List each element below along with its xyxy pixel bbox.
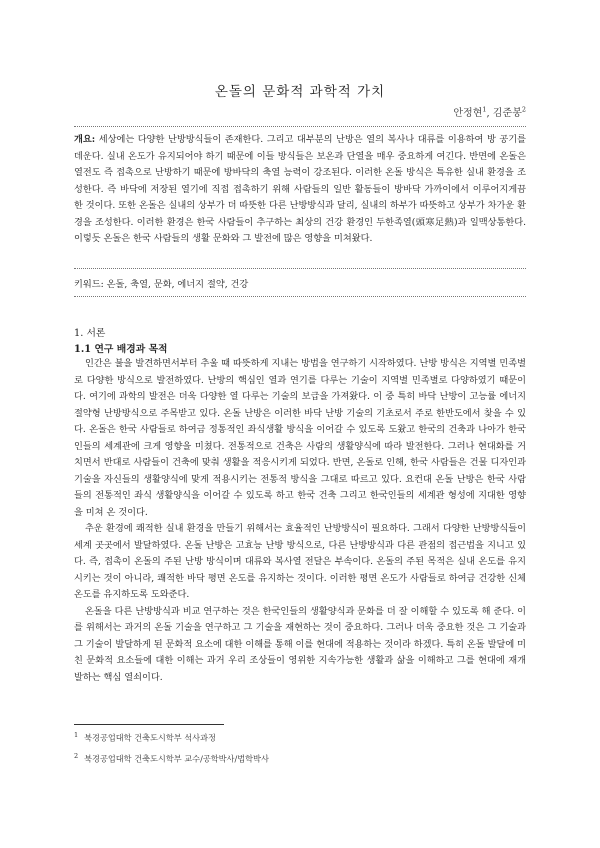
paragraph: 인간은 불을 발견하면서부터 추울 때 따뜻하게 지내는 방법을 연구하기 시작하였다. 난방 방식은 지역별 민족별로 다양한 방식으로 발전하였다. 난방의 핵심인 열과 연기를 다루는 기술이 지역별 민족별로 다양하였기 때문이다. 여기에 과학의 발전은 더욱 다양한 열 다루는 기술의 보급을 가져왔다. 이 중 특히 바닥 난방이 고능률 에너지 절약형 난방방식으로 주목받고 있다. 온돌 난방은 이러한 바닥 난방 기술의 기초로서 주로 한반도에서 찾을 수 있다. 온돌은 한국 사람들로 하여금 정통적인 좌식생활 방식을 이어갈 수 있도록 도왔고 한국의 건축과 나아가 한국인들의 세계관에 크게 영향을 미쳤다. 전통적으로 건축은 사람의 생활양식에 따라 발전한다. 그러나 현대화를 거치면서 반대로 사람들이 건축에 맞춰 생활을 적응시키게 되었다. 반면, 온돌로 인해, 한국 사람들은 건물 디자인과 기술을 자신들의 생활양식에 맞게 적용시키는 전통적 방식을 그대로 따르고 있다. 요컨대 온돌 난방은 한국 사람들의 전통적인 좌식 생활양식을 이어갈 수 있도록 하고 한국 건축 그리고 한국인들의 세계관 형성에 지대한 영향을 미쳐 온 것이다. xyxy=(74,358,526,518)
paragraph: 추운 환경에 쾌적한 실내 환경을 만들기 위해서는 효율적인 난방방식이 필요하다. 그래서 다양한 난방방식들이 세계 곳곳에서 발달하였다. 온돌 난방은 고효능 난방 방식으로, 다른 난방방식과 다른 관점의 접근법을 지니고 있다. 즉, 접촉이 온돌의 주된 난방 방식이며 대류와 복사열 전달은 부속이다. 온돌의 주된 목적은 실내 온도를 유지시키는 것이 아니라, 쾌적한 바닥 평면 온도를 유지하는 것이다. 이러한 평면 온도가 사람들로 하여금 건강한 신체온도를 유지하도록 도와준다. xyxy=(74,523,526,600)
footnote xyxy=(74,752,269,765)
divider xyxy=(74,296,526,297)
divider xyxy=(74,126,526,127)
author-name: 안정현 xyxy=(453,108,483,119)
author-footnote-mark: 1 xyxy=(482,105,487,114)
paragraph: 온돌을 다른 난방방식과 비교 연구하는 것은 한국인들의 생활양식과 문화를 더 잘 이해할 수 있도록 해 준다. 이를 위해서는 과거의 온돌 기술을 연구하고 그 기술을 재현하는 것이 중요하다. 그러나 더욱 중요한 것은 그 기술과 그 기술이 발달하게 된 문화적 요소에 대한 이해를 통해 이를 현대에 적용하는 것이라 하겠다. 특히 온돌 발달에 미친 문화적 요소들에 대한 이해는 과거 우리 조상들이 영위한 지속가능한 생활과 삶을 이해하고 그를 현대에 재개발하는 핵심 열쇠이다. xyxy=(74,605,526,683)
author-line xyxy=(453,104,526,119)
abstract-text: 세상에는 다양한 난방방식들이 존재한다. 그리고 대부분의 난방은 열의 복사나 대류를 이용하여 방 공기를 데운다. 실내 온도가 유지되어야 하기 때문에 이들 방식들은 보온과 단열을 매우 중요하게 여긴다. 반면에 온돌은 열전도 즉 접촉으로 난방하기 때문에 방바닥의 축열 능력이 강조된다. 이러한 온돌 방식은 특유한 실내 환경을 조성한다. 즉 바닥에 저장된 열기에 직접 접촉하기 위해 사람들의 일반 활동들이 방바닥 가까이에서 이루어지게끔 한 것이다. 또한 온돌은 실내의 상부가 더 따뜻한 다른 난방방식과 달리, 실내의 하부가 따뜻하고 상부가 차가운 환경을 조성한다. 이러한 환경은 한국 사람들이 추구하는 최상의 건강 환경인 두한족열(頭寒足熱)과 일맥상통한다. 이렇듯 온돌은 한국 사람들의 생활 문화와 그 발전에 많은 영향을 미쳐왔다. xyxy=(74,134,526,244)
footnote xyxy=(74,731,216,744)
body-text xyxy=(74,356,526,686)
author-separator: , xyxy=(486,108,493,119)
footnote-text: 북경공업대학 건축도시학부 교수/공학박사/법학박사 xyxy=(84,753,269,764)
author-name: 김준봉 xyxy=(492,108,522,119)
keywords: 키워드: 온돌, 축열, 문화, 에너지 절약, 건강 xyxy=(74,279,249,290)
paper-title: 온돌의 문화적 과학적 가치 xyxy=(214,84,386,100)
footnote-mark: 1 xyxy=(74,731,79,739)
abstract xyxy=(74,132,526,248)
author-footnote-mark: 2 xyxy=(521,105,526,114)
section-heading: 1. 서론 xyxy=(74,328,106,339)
divider xyxy=(74,268,526,269)
footnote-rule xyxy=(74,724,224,725)
footnote-text: 북경공업대학 건축도시학부 석사과정 xyxy=(84,732,216,743)
footnote-mark: 2 xyxy=(74,752,79,760)
abstract-label: 개요: xyxy=(74,134,96,145)
subsection-heading: 1.1 연구 배경과 목적 xyxy=(74,344,168,355)
